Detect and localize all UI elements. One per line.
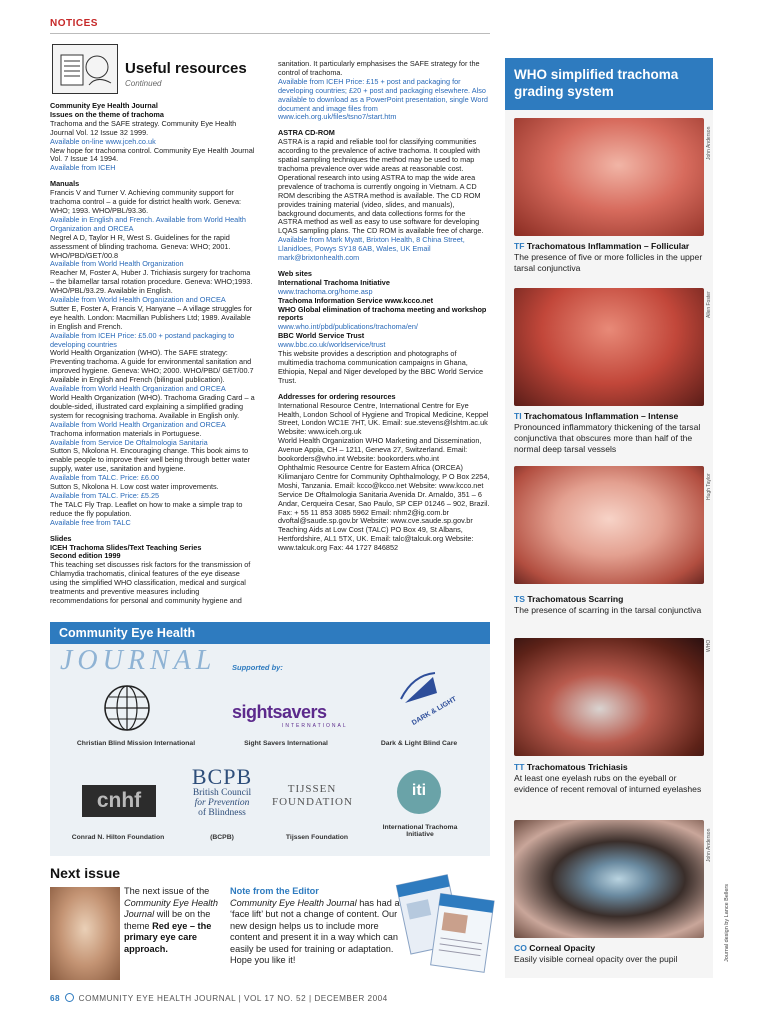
photo-co — [514, 820, 704, 938]
resource-heading: WHO Global elimination of trachoma meeting and workshop reports — [278, 304, 487, 323]
resource-text: Sutton S, Nkolona H. Encouraging change. This book aims to enable people to improve their well being through better water supply, water use, sanitation and hygiene. — [50, 446, 250, 474]
photo-credit: John Anderson — [706, 126, 712, 160]
resource-availability: Available from World Health Organization and ORCEA — [50, 384, 226, 394]
resource-text: World Health Organization (WHO). The SAFE strategy: Preventing trachoma. A guide for environmental sanitation and improved hygiene. Geneva: WHO; 2000. WHO/PBD/ GET/00.7 Available in English and French (bilingual publication). — [50, 348, 254, 385]
photo-credit: John Anderson — [706, 828, 712, 862]
resource-availability: Available from ICEH Price: £15 + post and packaging for developing countries; £20 + post and packaging elsewhere. Also available to download as a PowerPoint presentation, single Word document and image files from www.iceh.org.uk/files/tsno7/start.htm — [278, 76, 488, 122]
resource-text: Sutton S, Nkolona H. Low cost water improvements. — [50, 482, 219, 492]
top-divider — [50, 33, 490, 34]
resource-heading: Trachoma Information Service www.kcco.net — [278, 295, 434, 305]
photo-tt — [514, 638, 704, 756]
resource-text: Service De Oftalmologia Sanitaria Avenida Dr. Arnaldo, 351 – 6 Andar, Cerqueira Cesar, Sao Paulo, SP CEP 01246 – 902, Brazil. Fax: + 55 11 853 3085 5962 Email: nhm2@ig.com.br dvoftal@saude.sp.gov.br Website: www.cve.saude.sp.gov.br — [278, 489, 490, 526]
sightsavers-logo-sub: INTERNATIONAL — [282, 723, 348, 729]
next-issue-theme: Red eye – the primary eye care approach. — [124, 920, 212, 954]
grade-desc: Easily visible corneal opacity over the pupil — [514, 954, 678, 964]
svg-text:DARK & LIGHT: DARK & LIGHT — [410, 695, 458, 727]
resource-text: Reacher M, Foster A, Huber J. Trichiasis surgery for trachoma – the bilamellar tarsal rotation procedure. Geneva: WHO;1993. WHO/PBL/93.29. Available in English. — [50, 268, 253, 296]
resource-heading: Slides — [50, 533, 72, 543]
resource-availability: Available from Mark Myatt, Brixton Health, 8 China Street, Llanidloes, Powys SY18 6AB, Wales, UK Email mark@brixtonhealth.com — [278, 235, 465, 263]
resources-subtitle: Continued — [125, 79, 162, 88]
bcpb-logo — [186, 766, 258, 818]
supported-by-label: Supported by: — [232, 663, 283, 672]
grade-title: Corneal Opacity — [529, 943, 596, 953]
section-label: NOTICES — [50, 18, 98, 29]
sightsavers-label: Sight Savers International — [244, 740, 328, 747]
next-issue-text-a: The next issue of the — [124, 886, 210, 896]
footer-text: COMMUNITY EYE HEALTH JOURNAL | VOL 17 NO. 52 | DECEMBER 2004 — [78, 994, 388, 1003]
spacer — [50, 528, 256, 535]
next-issue-title: Next issue — [50, 865, 121, 881]
bcpb-logo-line: British Council — [192, 788, 252, 798]
resource-text: sanitation. It particularly emphasises the SAFE strategy for the control of trachoma. — [278, 59, 480, 77]
resource-heading: Addresses for ordering resources — [278, 391, 396, 401]
grade-code: CO — [514, 943, 527, 953]
sightsavers-logo: sightsavers — [232, 702, 327, 722]
resource-text: Sutter E, Foster A, Francis V, Hanyane – A village struggles for eye health. London: Macmillan Publishers Ltd; 1989. Available in English and French. — [50, 303, 253, 331]
grade-code: TI — [514, 411, 522, 421]
grading-caption — [514, 411, 710, 455]
resource-availability: Available free from TALC — [50, 517, 131, 527]
resource-availability: Available from World Health Organization and ORCEA — [50, 419, 226, 429]
resource-text: World Health Organization (WHO). Trachoma Grading Card – a double-sided, illustrated card explaining a simplified grading system for recognising trachoma. Available in English only. — [50, 393, 255, 420]
iti-logo: iti — [397, 770, 441, 814]
cbm-globe-icon — [98, 682, 156, 734]
tijssen-logo — [272, 783, 352, 809]
resource-heading: BBC World Service Trust — [278, 331, 365, 341]
spacer — [50, 173, 256, 180]
cnhf-logo: cnhf — [82, 785, 156, 817]
editor-note-text-b: has had a ‘face lift’ but not a change of content. Our new design helps us to include more content and present it in a way which can easily be used for training or adaptation. Hope you like it! — [230, 897, 400, 965]
tijssen-logo-line: TIJSSEN — [287, 783, 337, 795]
next-issue-text-journal: Community Eye Health Journal — [124, 897, 218, 919]
resource-text: World Health Organization WHO Marketing and Dissemination, Avenue Appia, CH – 1211, Geneva 27, Switzerland. Email: bookorders@who.int Website: bookorders.who.int — [278, 436, 482, 464]
photo-ts — [514, 466, 704, 584]
page-footer — [50, 993, 388, 1003]
journal-eye-icon — [65, 993, 74, 1002]
grading-caption — [514, 241, 710, 274]
resource-text: This website provides a description and photographs of multimedia trachoma communication campaigns in Ghana, Ethiopia, Nepal and Niger developed by the BBC World Service Trust. — [278, 349, 484, 385]
resource-heading: Community Eye Health Journal — [50, 101, 158, 110]
resource-heading: ASTRA CD-ROM — [278, 128, 335, 138]
journal-wordmark: JOURNAL — [60, 645, 217, 676]
photo-credit: WHO — [706, 639, 712, 652]
resource-availability: Available on-line www.jceh.co.uk — [50, 136, 156, 146]
grade-title: Trachomatous Inflammation – Intense — [524, 411, 679, 421]
grade-desc: The presence of five or more follicles in the upper tarsal conjunctiva — [514, 252, 703, 273]
resource-availability: www.who.int/pbd/publications/trachoma/en/ — [278, 322, 418, 332]
grade-title: Trachomatous Trichiasis — [526, 762, 628, 772]
editor-note — [230, 886, 410, 967]
resources-column-2 — [278, 60, 490, 553]
resource-heading: Web sites — [278, 268, 312, 278]
resource-availability: www.bbc.co.uk/worldservice/trust — [278, 340, 386, 350]
grade-code: TS — [514, 594, 525, 604]
resource-text: Ophthalmic Resource Centre for Eastern Africa (ORCEA) Kilimanjaro Centre for Community Ophthalmology, P O Box 2254, Moshi, Tanzania. Email: kcco@kcco.net Website: www.kcco.net — [278, 462, 490, 490]
grade-title: Trachomatous Scarring — [527, 594, 624, 604]
grade-title: Trachomatous Inflammation – Follicular — [526, 241, 690, 251]
resource-text: ASTRA is a rapid and reliable tool for classifying communities according to the prevalence of active trachoma. It coupled with spatial sampling techniques the method may be used to map trachoma prevalence over wide areas at reasonable cost. Operational research into using ASTRA to map the wide area prevalence of trachoma is currently ongoing in Vietnam. A CD ROM describing the ASTRA method is available. The CD ROM provides training material (video, slides, and manuals), background documents, and data collections forms for the ASTRA method as well as easy to use software for developing LQAS sampling plans. The CD ROM is available free of charge. — [278, 137, 484, 236]
photo-credit: Allen Foster — [706, 291, 712, 318]
next-issue-photo — [50, 887, 120, 980]
bcpb-logo-line: of Blindness — [198, 808, 246, 818]
photo-credit: Hugh Taylor — [706, 473, 712, 500]
resources-title: Useful resources — [125, 60, 247, 77]
next-issue-text — [124, 886, 219, 955]
cbm-label: Christian Blind Mission International — [76, 740, 196, 747]
resource-text: Teaching Aids at Low Cost (TALC) PO Box 49, St Albans, Hertfordshire, AL1 5TX, UK. Email: talc@talcuk.org Website: www.talcuk.org Fax: 44 1727 846852 — [278, 525, 474, 553]
editor-note-title: Note from the Editor — [230, 886, 319, 896]
resource-text: Trachoma information materials in Portuguese. — [50, 428, 202, 438]
resource-heading: International Trachoma Initiative — [278, 277, 390, 287]
resource-text: The TALC Fly Trap. Leaflet on how to make a simple trap to reduce the fly population. — [50, 499, 243, 518]
grading-caption — [514, 594, 710, 616]
resource-text: Trachoma and the SAFE strategy. Community Eye Health Journal Vol. 12 Issue 32 1999. — [50, 118, 237, 137]
grading-caption — [514, 943, 710, 965]
journal-covers-image — [396, 868, 496, 978]
resource-availability: Available from Service De Oftalmologia Sanitaria — [50, 437, 208, 447]
resources-logo-icon — [52, 44, 118, 94]
resource-heading: Issues on the theme of trachoma — [50, 109, 164, 119]
resource-text: Francis V and Turner V. Achieving community support for trachoma control – a guide for district health work. Geneva: WHO; 1993. WHO/PBL/93.36. — [50, 188, 242, 215]
next-issue-text-b: will be on the theme — [124, 909, 211, 931]
panel-title: Community Eye Health — [59, 626, 196, 640]
bcpb-label: (BCPB) — [210, 834, 234, 841]
resource-availability: Available from World Health Organization and ORCEA — [50, 295, 226, 305]
bcpb-logo-mark: BCPB — [191, 764, 253, 789]
resource-text: This teaching set discusses risk factors for the transmission of Chlamydia trachomatis, clinical features of the eye disease using the simplified WHO classification, medical and surgical treatments and preventive measures including recommendations for personal and community hygiene and — [50, 560, 251, 605]
editor-note-journal: Community Eye Health Journal — [230, 897, 357, 908]
resource-heading: ICEH Trachoma Slides/Text Teaching Series — [50, 542, 202, 552]
design-credit: Journal design by Lance Bellers — [724, 884, 730, 962]
iti-label: International Trachoma Initiative — [382, 824, 458, 838]
resource-text: International Resource Centre, International Centre for Eye Health, London School of Hygiene and Tropical Medicine, Keppel Street, London WC1E 7HT, UK. Email: sue.stevens@lshtm.ac.uk Website: www.iceh.org.uk — [278, 400, 489, 437]
resource-availability: Available from ICEH Price: £5.00 + postand packaging to developing countries — [50, 330, 235, 349]
dark-light-logo-icon — [395, 665, 458, 727]
cnhf-label: Conrad N. Hilton Foundation — [71, 834, 165, 841]
grading-caption — [514, 762, 710, 795]
grade-code: TF — [514, 241, 525, 251]
resource-availability: Available from World Health Organization — [50, 259, 184, 269]
darklight-label: Dark & Light Blind Care — [380, 740, 458, 747]
resources-column-1 — [50, 102, 256, 606]
grading-title: WHO simplified trachoma grading system — [514, 67, 679, 99]
tijssen-label: Tijssen Foundation — [285, 834, 349, 841]
resource-availability: Available from TALC. Price: £5.25 — [50, 490, 160, 500]
grade-code: TT — [514, 762, 525, 772]
resource-availability: Available from TALC. Price: £6.00 — [50, 473, 160, 483]
grade-desc: Pronounced inflammatory thickening of the tarsal conjunctiva that obscures more than half of the normal deep tarsal vessels — [514, 422, 701, 454]
resource-availability: Available in English and French. Available from World Health Organization and ORCEA — [50, 214, 246, 233]
photo-tf — [514, 118, 704, 236]
page-number: 68 — [50, 994, 61, 1003]
grade-desc: The presence of scarring in the tarsal conjunctiva — [514, 605, 702, 615]
tijssen-logo-line: FOUNDATION — [272, 796, 353, 808]
photo-ti — [514, 288, 704, 406]
resource-availability: Available from ICEH — [50, 163, 116, 173]
resource-text: Negrel A D, Taylor H R, West S. Guidelines for the rapid assessment of blinding trachoma. Geneva: WHO; 2001. WHO/PBD/GET/00.8 — [50, 232, 231, 260]
bcpb-logo-line: for Prevention — [194, 798, 250, 808]
resource-heading: Manuals — [50, 179, 80, 189]
resource-heading: Second edition 1999 — [50, 551, 121, 561]
resource-availability: www.trachoma.org/home.asp — [278, 286, 373, 296]
resource-text: New hope for trachoma control. Community Eye Health Journal Vol. 7 Issue 14 1994. — [50, 145, 255, 164]
grade-desc: At least one eyelash rubs on the eyeball or evidence of recent removal of inturned eyelashes — [514, 773, 702, 794]
